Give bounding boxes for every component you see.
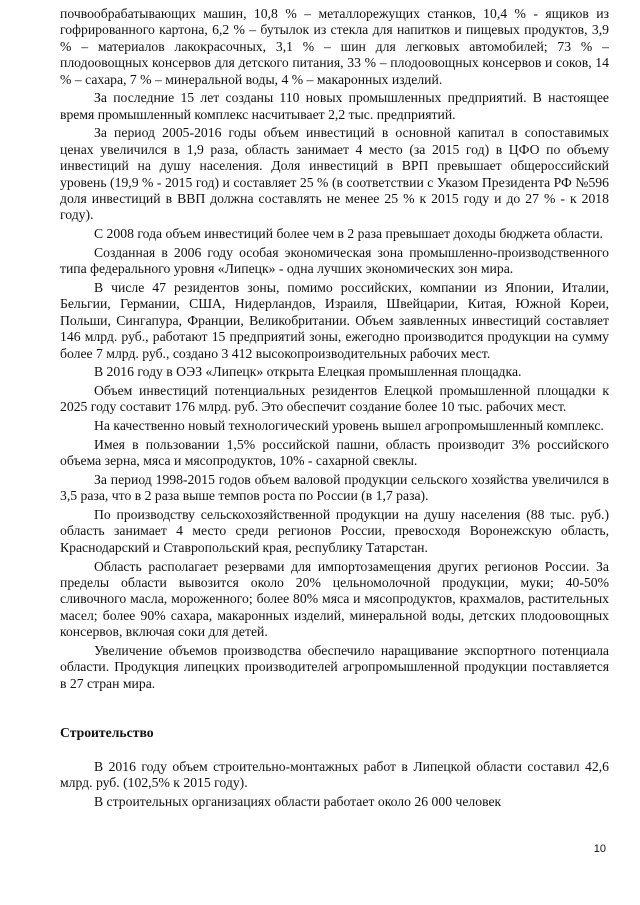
paragraph-continuation: почвообрабатывающих машин, 10,8 % – металлорежущих станков, 10,4 % - ящиков из гофрированного картона, 6,2 % – бутылок из стекла для напитков и пищевых продуктов, 3,9 % – материалов лакокрасочных, 3,1 % – шин для легковых автомобилей; 73 % – плодоовощных консервов для детского питания, 33 % – плодоовощных консервов и соков, 14 % – сахара, 7 % – минеральной воды, 4 % – макаронных изделий. xyxy=(60,6,609,87)
paragraph-investments-budget: С 2008 года объем инвестиций более чем в 2 раза превышает доходы бюджета области. xyxy=(94,226,603,242)
document-page xyxy=(60,6,609,810)
paragraph-agro-complex: На качественно новый технологический уровень вышел агропромышленный комплекс. xyxy=(94,418,604,434)
paragraph-construction-volume: В 2016 году объем строительно-монтажных работ в Липецкой области составил 42,6 млрд. руб. (102,5% к 2015 году). xyxy=(60,758,609,790)
paragraph-export: Увеличение объемов производства обеспечило наращивание экспортного потенциала области. Продукция липецких производителей агропромышленной продукции поставляется в 27 стран мира. xyxy=(60,642,609,691)
paragraph-yelets-site: В 2016 году в ОЭЗ «Липецк» открыта Елецкая промышленная площадка. xyxy=(94,364,522,380)
paragraph-arable-land: Имея в пользовании 1,5% российской пашни, область производит 3% российского объема зерна, мяса и мясопродуктов, 10% - сахарной свеклы. xyxy=(60,436,609,469)
page-number: 10 xyxy=(593,843,606,855)
paragraph-zone-residents: В числе 47 резидентов зоны, помимо российских, компании из Японии, Италии, Бельгии, Германии, США, Нидерландов, Израиля, Швейцарии, Китая, Южной Кореи, Польши, Сингапура, Франции, Великобритании. Объем заявленных инвестиций составляет 146 млрд. руб., работают 15 предприятий зоны, ежегодно производится продукции на сумму более 7 млрд. руб., создано 3 412 высокопроизводительных рабочих мест. xyxy=(60,279,609,361)
paragraph-construction-workers: В строительных организациях области работает около 26 000 человек xyxy=(94,793,502,809)
paragraph-special-economic-zone: Созданная в 2006 году особая экономическая зона промышленно-производственного типа федерального уровня «Липецк» - одна лучших экономических зон мира. xyxy=(60,244,609,277)
paragraph-import-substitution: Область располагает резервами для импортозамещения других регионов России. За пределы области вывозится около 20% цельномолочной продукции, муки; 40-50% сливочного масла, мороженного; более 80% мяса и мясопродуктов, крахмалов, растительных масел; более 90% сахара, макаронных изделий, минеральной воды, детских плодоовощных консервов, включая соки для детей. xyxy=(60,558,609,640)
paragraph-agro-growth: За период 1998-2015 годов объем валовой продукции сельского хозяйства увеличился в 3,5 раза, что в 2 раза выше темпов роста по России (в 1,7 раза). xyxy=(60,471,609,504)
paragraph-investments: За период 2005-2016 годы объем инвестиций в основной капитал в сопоставимых ценах увеличился в 1,9 раза, область занимает 4 место (за 2015 год) в ЦФО по объему инвестиций на душу населения. Доля инвестиций в ВРП превышает общероссийский уровень (19,9 % - 2015 год) и составляет 25 % (в соответствии с Указом Президента РФ №596 доля инвестиций в ВВП должна составлять не менее 25 % к 2015 году и до 27 % - к 2018 году). xyxy=(60,125,609,223)
paragraph-yelets-investments: Объем инвестиций потенциальных резидентов Елецкой промышленной площадки к 2025 году составит 176 млрд. руб. Это обеспечит создание более 10 тыс. рабочих мест. xyxy=(60,383,609,415)
section-heading: Строительство xyxy=(60,725,154,741)
paragraph-agro-per-capita: По производству сельскохозяйственной продукции на душу населения (88 тыс. руб.) область занимает 4 место среди регионов России, превосходя Воронежскую область, Краснодарский и Ставропольский края, республику Татарстан. xyxy=(60,507,609,555)
paragraph-new-enterprises: За последние 15 лет созданы 110 новых промышленных предприятий. В настоящее время промышленный комплекс насчитывает 2,2 тыс. предприятий. xyxy=(60,90,609,122)
